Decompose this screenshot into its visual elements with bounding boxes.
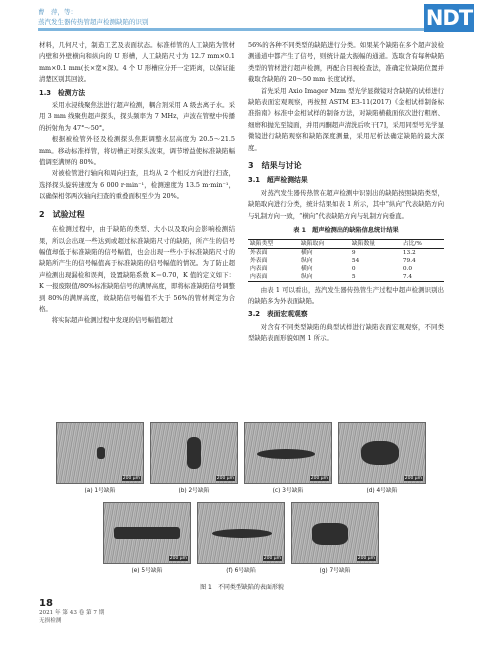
table-row xyxy=(248,265,444,273)
table-row xyxy=(248,248,444,257)
micrograph-image xyxy=(56,422,144,484)
header-authors: 曹 萍，等： xyxy=(38,8,77,16)
paragraph: 56%的各种不同类型的缺陷进行分类。如果某个缺陷在多个超声波检测通道中都产生了信号，则统计最大振幅的通道。选取含有每种缺陷类型的管材进行超声检测，再配合目视检查法，准确定位缺陷位置并截取含缺陷的 20～50 mm 长度试样。 xyxy=(248,41,444,84)
page-number: 18 xyxy=(39,598,53,609)
figure-row xyxy=(56,422,428,498)
section-heading: 3 结果与讨论 xyxy=(248,161,302,171)
micrograph-image xyxy=(103,502,191,564)
paragraph: 将实际超声检测过程中发现的信号幅值超过 xyxy=(51,316,174,325)
figure-panel-e xyxy=(103,502,191,576)
micrograph-image xyxy=(291,502,379,564)
issue-info: 2021 年 第 43 卷 第 7 期 xyxy=(39,610,105,616)
panel-label: (a) 1号缺陷 xyxy=(84,488,116,494)
paragraph: 由表 1 可以看出，蒸汽发生器传热管生产过程中超声检测识别出的缺陷多为外表面缺陷。 xyxy=(248,285,444,305)
table-header: 缺陷类型 xyxy=(248,239,299,248)
scale-bar: 200 μm xyxy=(169,556,187,561)
paragraph: 采用水浸线聚焦法进行超声检测，耦合剂采用 A 级去离子水。采用 3 mm 线聚焦超声探头，探头频率为 7 MHz，声波在管壁中传播的折射角为 47°～50°。 xyxy=(39,101,235,132)
table-cell: 79.4 xyxy=(402,257,416,264)
section-heading: 3.2 表面宏观观察 xyxy=(248,310,308,319)
scale-bar: 200 μm xyxy=(310,476,328,481)
table-cell: 外表面 xyxy=(250,257,268,264)
figure-1 xyxy=(56,422,428,591)
defect-table xyxy=(248,239,444,282)
table-header: 缺陷取向 xyxy=(299,239,350,248)
table-cell: 7.4 xyxy=(401,273,444,282)
micrograph-image xyxy=(150,422,238,484)
table-header: 缺陷数量 xyxy=(350,239,401,248)
micrograph-image xyxy=(197,502,285,564)
section-heading: 1.3 检测方法 xyxy=(39,88,86,97)
scale-bar: 200 μm xyxy=(216,476,234,481)
table-row xyxy=(248,273,444,282)
table-cell: 13.2 xyxy=(402,249,416,256)
table-cell: 横向 xyxy=(300,265,313,272)
figure-panel-b xyxy=(150,422,238,496)
panel-label: (e) 5号缺陷 xyxy=(131,568,163,574)
table-caption: 表 1 超声检测出的缺陷信息统计结果 xyxy=(293,227,399,235)
panel-label: (g) 7号缺陷 xyxy=(319,568,351,574)
figure-panel-g xyxy=(291,502,379,576)
paragraph: 根据被检管外径及检测探头焦距调整水层高度为 20.5～21.5 mm。移动标准样管，将切槽正对探头波束，调节增益使标准缺陷幅值调至满屏的 80%。 xyxy=(39,135,235,167)
micrograph-image xyxy=(338,422,426,484)
table-cell: 54 xyxy=(351,257,360,264)
running-header xyxy=(0,0,480,34)
scale-bar: 200 μm xyxy=(122,476,140,481)
paragraph: 对被检管进行轴向和周向扫查，且均从 2 个相反方向进行扫查，选择探头旋转速度为 6 000 r·min⁻¹，检测速度为 13.5 m·min⁻¹，以确保相邻两次轴向扫查的重叠面积至少为 20%。 xyxy=(39,169,235,201)
table-cell: 5 xyxy=(350,273,401,282)
panel-label: (b) 2号缺陷 xyxy=(178,488,210,494)
micrograph-image xyxy=(244,422,332,484)
table-header: 占比/% xyxy=(401,239,444,248)
panel-label: (f) 6号缺陷 xyxy=(226,568,256,574)
header-band xyxy=(38,28,438,31)
paragraph: 首先采用 Axio Imager Mzm 型光学显微镜对含缺陷的试样进行缺陷表面宏观观察，再按照 ASTM E3-11(2017)《金相试样制备标准指南》标准中金相试样的制备方法，对缺陷横截面依次进行粗磨、细磨和抛光至镜面，并用丙酮超声清洗后吹干[7]，采用同型号光学显微镜进行缺陷观察和缺陷深度测量，采用尼析法确定缺陷的最大深度。 xyxy=(248,86,444,152)
scale-bar: 200 μm xyxy=(263,556,281,561)
header-title: 蒸汽发生器传热管超声检测缺陷的识别 xyxy=(38,18,149,26)
journal-logo: NDT xyxy=(425,6,473,30)
scale-bar: 200 μm xyxy=(404,476,422,481)
table-cell: 横向 xyxy=(300,249,313,256)
table-row xyxy=(248,257,444,265)
figure-caption: 图 1 不同类型缺陷的表面形貌 xyxy=(200,584,284,591)
paragraph: 在检测过程中，由于缺陷的类型、大小以及取向会影响检测结果，所以会出现一些达到或超过标准缺陷尺寸的缺陷，所产生的信号幅值却低于标准缺陷的信号幅值，也会出现一些小于标准缺陷尺寸的缺陷所产生的信号幅值高于标准缺陷的信号幅值的情况。为了防止超声检测出现漏检和误判，设置缺陷系数 K＝0.70，K 值的定义如下：K 一报废限值/80%标准缺陷信号的满屏高度，即将标准缺陷信号调整到 80%的满屏高度，故缺陷信号幅值不大于 56%的管材判定为合格。 xyxy=(39,225,235,313)
table-cell: 外表面 xyxy=(250,249,268,256)
figure-panel-f xyxy=(197,502,285,576)
scale-bar: 200 μm xyxy=(357,556,375,561)
figure-panel-a xyxy=(56,422,144,496)
journal-name: 无损检测 xyxy=(39,618,62,624)
figure-row xyxy=(56,502,428,578)
paragraph: 材料，几何尺寸，制造工艺及表面状态。标准样管的人工缺陷为管材内壁和外壁横向和纵向的 U 形槽，人工缺陷尺寸为 12.7 mm×0.1 mm×0.1 mm(长×宽×深)。4 个 U 形槽应分开一定距离，以保证能清楚区别其回波。 xyxy=(39,41,235,84)
figure-panel-d xyxy=(338,422,426,496)
panel-label: (d) 4号缺陷 xyxy=(366,488,398,494)
right-column xyxy=(248,40,444,345)
table-cell: 纵向 xyxy=(299,273,350,282)
left-column xyxy=(39,40,235,327)
table-cell: 纵向 xyxy=(300,257,313,264)
section-heading: 3.1 超声检测结果 xyxy=(248,176,308,185)
paragraph: 对含有不同类型缺陷的典型试样进行缺陷表面宏观观察，不同类型缺陷表面形貌如图 1 所示。 xyxy=(248,322,444,343)
section-heading: 2 试验过程 xyxy=(39,209,85,219)
panel-label: (c) 3号缺陷 xyxy=(272,488,304,494)
table-cell: 0.0 xyxy=(402,265,413,272)
page-footer xyxy=(39,598,239,625)
table-cell: 内表面 xyxy=(248,273,299,282)
table-cell: 0 xyxy=(351,265,356,272)
paragraph: 对蒸汽发生器传热管在超声检测中识别出的缺陷按照缺陷类型，缺陷取向进行分类，统计结果如表 1 所示，其中“纵向”代表缺陷方向与轧制方向一致，“横向”代表缺陷方向与轧制方向垂直。 xyxy=(248,188,444,220)
figure-panel-c xyxy=(244,422,332,496)
table-cell: 内表面 xyxy=(250,265,268,272)
table-cell: 9 xyxy=(351,249,356,256)
